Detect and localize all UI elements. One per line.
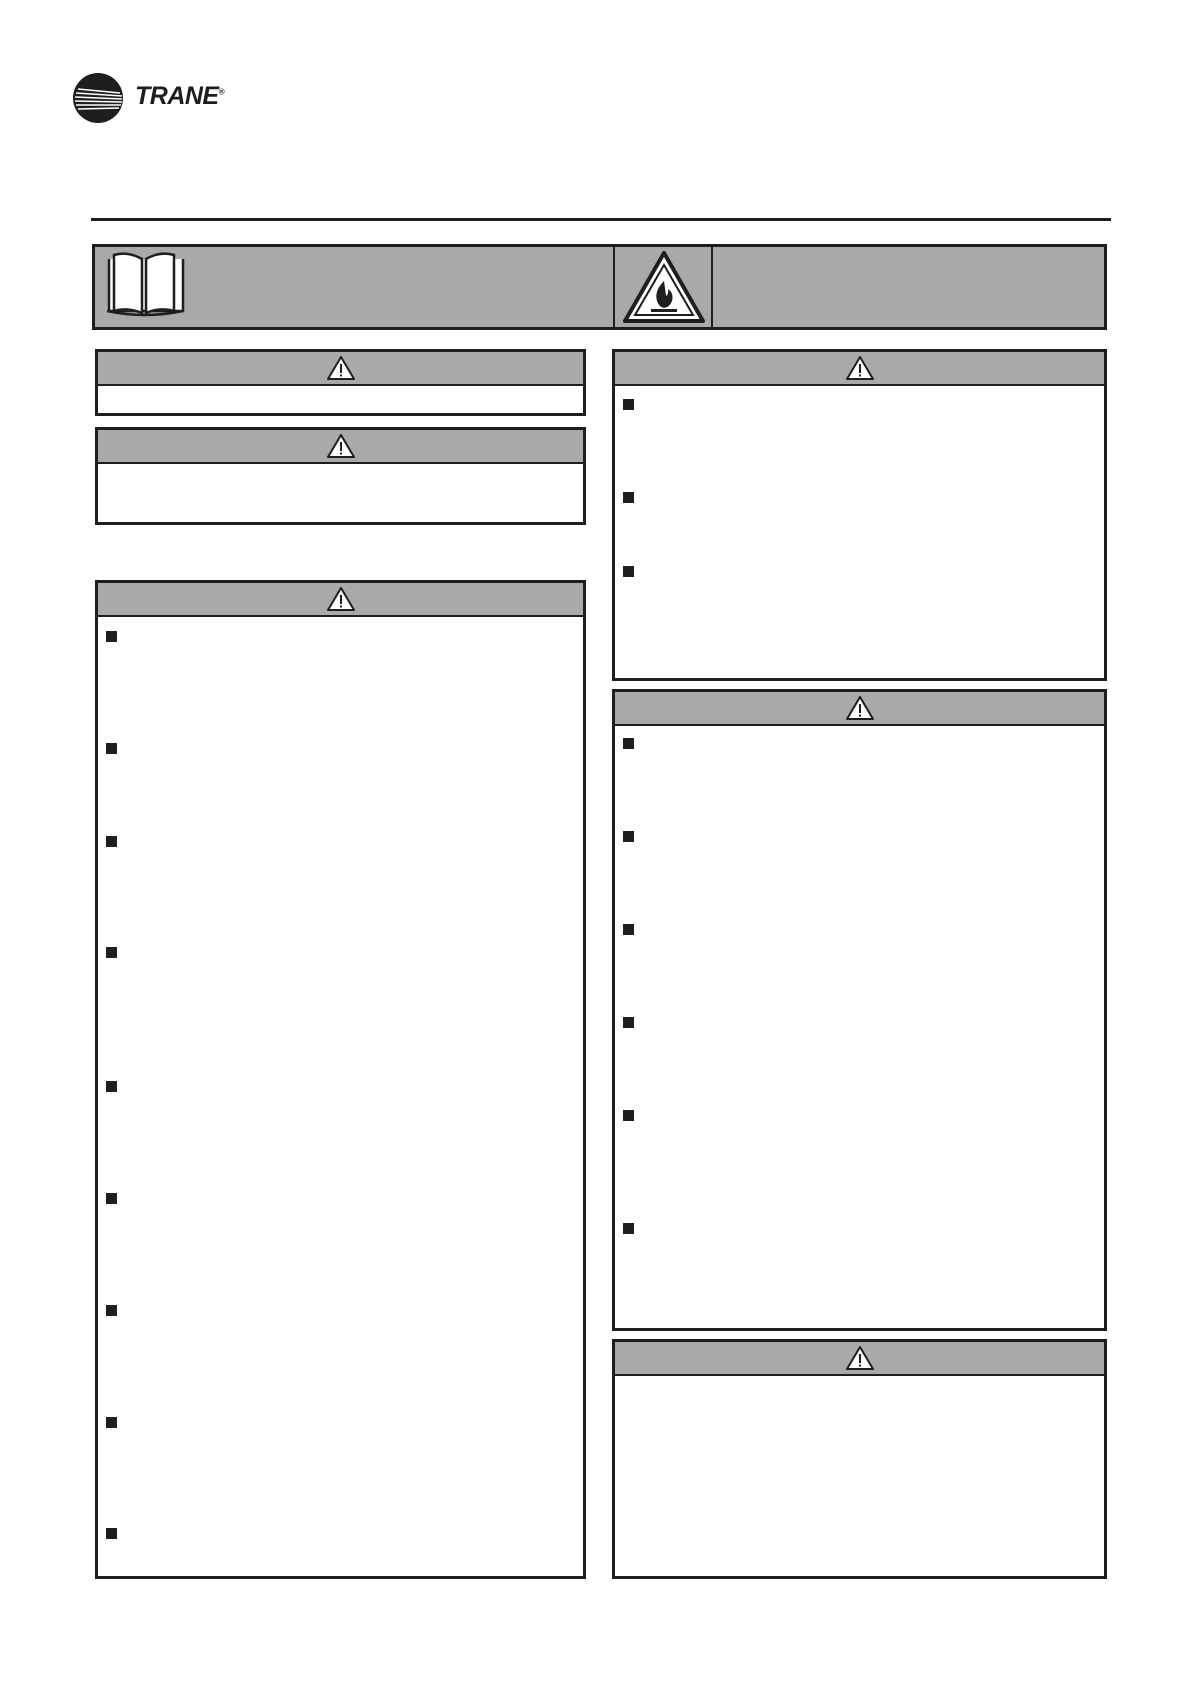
warning-triangle-icon: [845, 695, 875, 721]
brand-name: TRANE®: [135, 82, 225, 110]
bullet-marker: [623, 566, 634, 577]
bullet-marker: [106, 743, 117, 754]
bullet-marker: [623, 738, 634, 749]
manual-cell: [95, 247, 193, 327]
header-text-cell-left: [193, 247, 613, 327]
warning-box-right-3: [612, 1339, 1107, 1579]
flammable-warning-icon: [615, 247, 713, 327]
warning-box-header: [615, 692, 1104, 726]
read-manual-icon: [95, 247, 193, 327]
header-text-cell-right: [713, 247, 1104, 327]
warning-triangle-icon: [326, 586, 356, 612]
bullet-marker: [623, 1017, 634, 1028]
warning-box-header: [98, 352, 583, 386]
safety-header-bar: [92, 244, 1107, 330]
warning-box-left-2: [95, 427, 586, 525]
trane-logo-mark-icon: [72, 72, 124, 124]
warning-box-right-1: [612, 349, 1107, 681]
bullet-marker: [106, 1417, 117, 1428]
bullet-marker: [106, 836, 117, 847]
bullet-marker: [623, 492, 634, 503]
bullet-marker: [623, 924, 634, 935]
trane-logo: [72, 72, 232, 126]
bullet-marker: [106, 1081, 117, 1092]
bullet-marker: [106, 1528, 117, 1539]
warning-box-header: [615, 352, 1104, 386]
warning-box-header: [98, 583, 583, 617]
warning-box-right-2: [612, 689, 1107, 1331]
warning-triangle-icon: [845, 355, 875, 381]
bullet-marker: [623, 1110, 634, 1121]
bullet-marker: [623, 831, 634, 842]
warning-box-left-3: [95, 580, 586, 1579]
bullet-marker: [106, 1193, 117, 1204]
warning-box-header: [98, 430, 583, 464]
warning-triangle-icon: [845, 1345, 875, 1371]
bullet-marker: [623, 1223, 634, 1234]
warning-box-left-1: [95, 349, 586, 416]
header-rule: [91, 218, 1111, 221]
bullet-marker: [106, 1305, 117, 1316]
warning-triangle-icon: [326, 433, 356, 459]
warning-box-header: [615, 1342, 1104, 1376]
warning-triangle-icon: [326, 355, 356, 381]
bullet-marker: [106, 947, 117, 958]
flammable-cell: [613, 247, 713, 327]
bullet-marker: [623, 399, 634, 410]
bullet-marker: [106, 631, 117, 642]
